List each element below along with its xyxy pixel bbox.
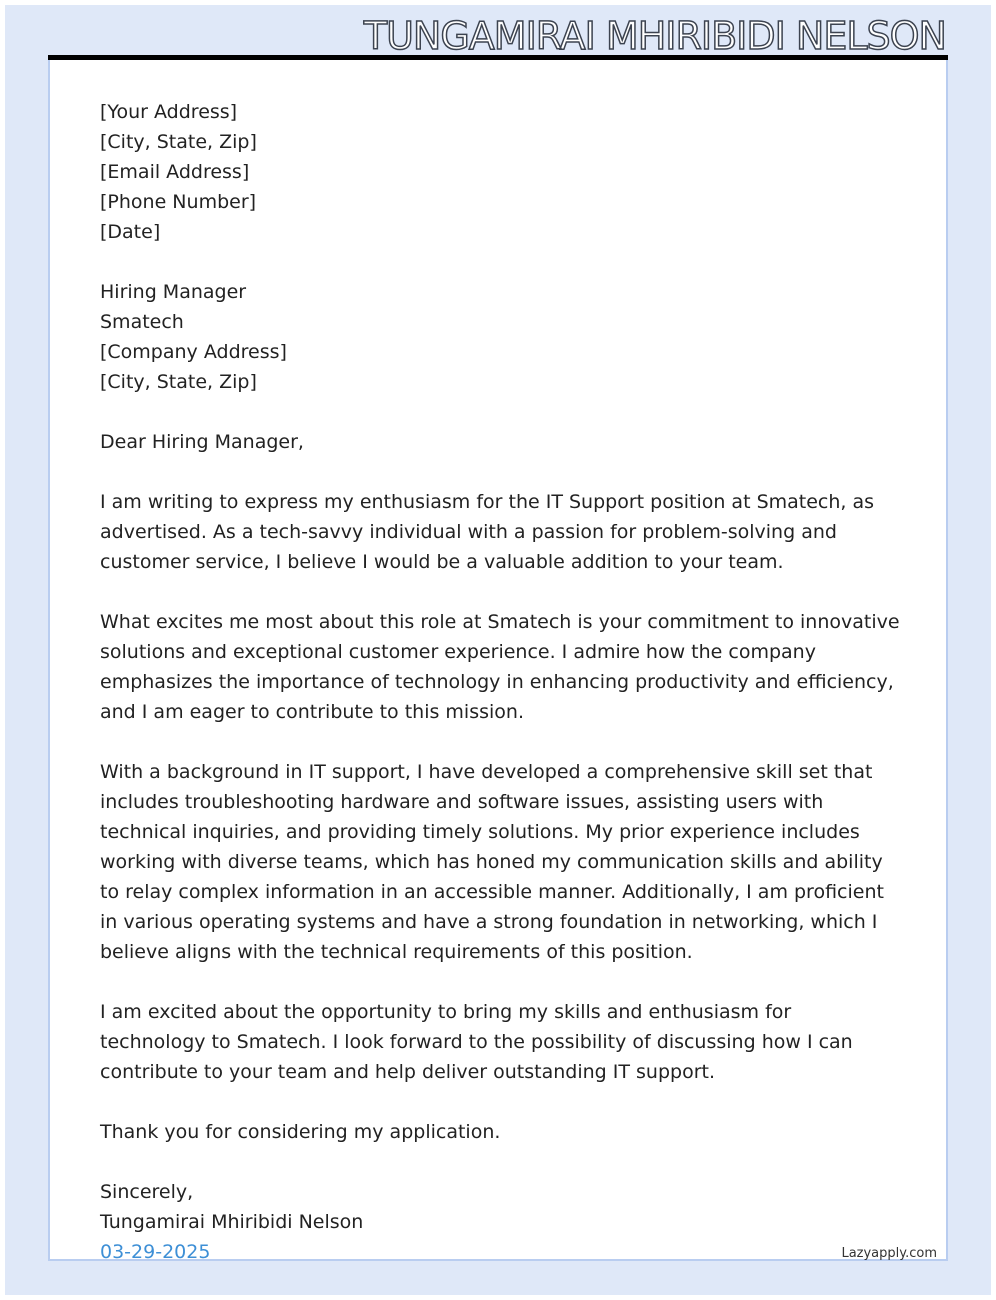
spacer [100, 577, 900, 607]
letter-date: 03-29-2025 [100, 1241, 211, 1263]
spacer [100, 727, 900, 757]
letter-body [100, 97, 900, 1267]
sender-address: [Your Address] [100, 101, 238, 123]
footer-brand: Lazyapply.com [841, 1246, 937, 1261]
spacer [100, 457, 900, 487]
salutation: Dear Hiring Manager, [100, 431, 304, 453]
spacer [100, 1147, 900, 1177]
body-paragraph-5: Thank you for considering my application. [100, 1121, 501, 1143]
applicant-name-header: TUNGAMIRAI MHIRIBIDI NELSON [363, 14, 946, 58]
recipient-company: Smatech [100, 311, 184, 333]
spacer [100, 397, 900, 427]
body-paragraph-4: I am excited about the opportunity to bring my skills and enthusiasm for technology to Smatech. I look forward to the possibility of discussing how I can contribute to your team and help deliver outstanding IT support. [100, 1001, 853, 1083]
body-paragraph-2: What excites me most about this role at Smatech is your commitment to innovative solutions and exceptional customer experience. I admire how the company emphasizes the importance of technology in enhancing productivity and efficiency, and I am eager to contribute to this mission. [100, 611, 900, 723]
body-paragraph-3: With a background in IT support, I have developed a comprehensive skill set that includes troubleshooting hardware and software issues, assisting users with technical inquiries, and providing timely solutions. My prior experience includes working with diverse teams, which has honed my communication skills and ability to relay complex information in an accessible manner. Additionally, I am proficient in various operating systems and have a strong foundation in networking, which I believe aligns with the technical requirements of this position. [100, 761, 884, 963]
spacer [100, 247, 900, 277]
recipient-city-state-zip: [City, State, Zip] [100, 371, 257, 393]
closing: Sincerely, [100, 1181, 194, 1203]
recipient-address: [Company Address] [100, 341, 287, 363]
sender-email: [Email Address] [100, 161, 250, 183]
signature-name: Tungamirai Mhiribidi Nelson [100, 1211, 364, 1233]
body-paragraph-1: I am writing to express my enthusiasm for the IT Support position at Smatech, as advertised. As a tech-savvy individual with a passion for problem-solving and customer service, I believe I would be a valuable addition to your team. [100, 491, 875, 573]
sender-city-state-zip: [City, State, Zip] [100, 131, 257, 153]
spacer [100, 1087, 900, 1117]
spacer [100, 967, 900, 997]
sender-date: [Date] [100, 221, 161, 243]
recipient-title: Hiring Manager [100, 281, 247, 303]
sender-phone: [Phone Number] [100, 191, 257, 213]
